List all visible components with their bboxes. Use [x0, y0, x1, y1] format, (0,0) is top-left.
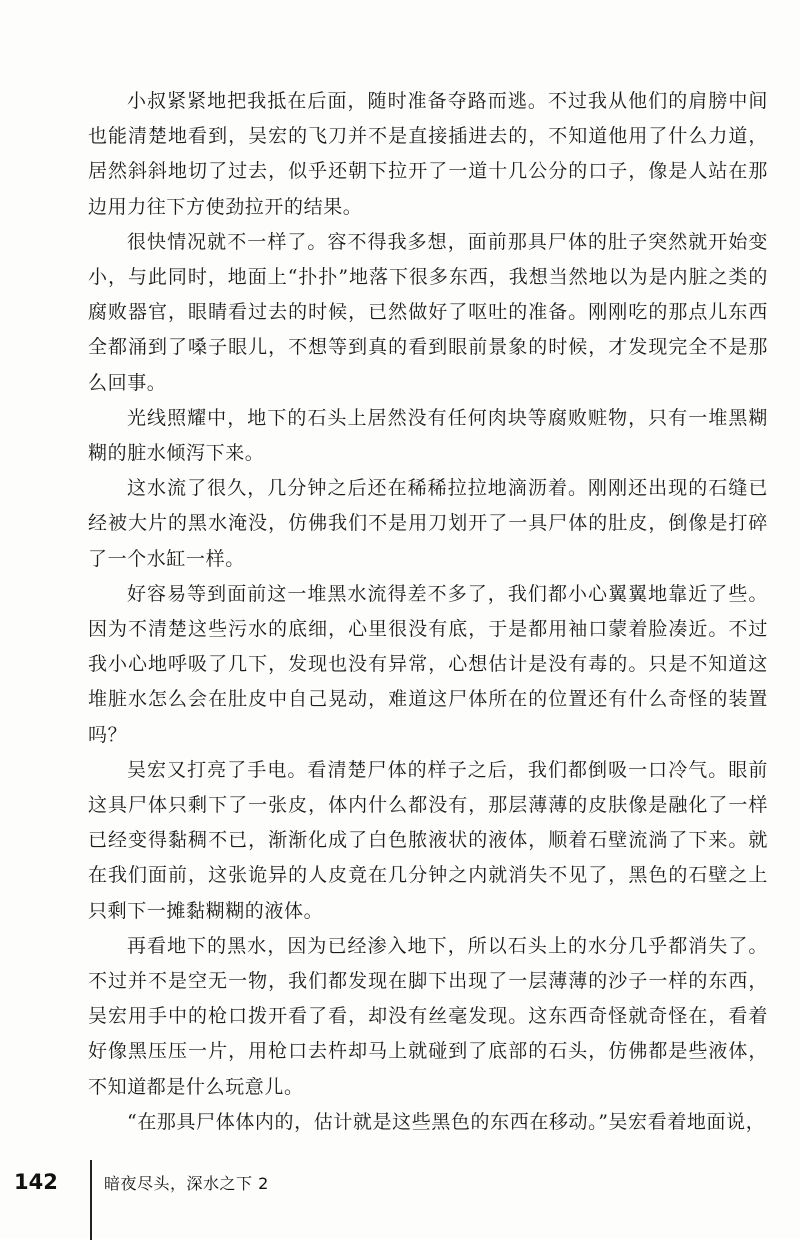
paragraph: 吴宏又打亮了手电。看清楚尸体的样子之后，我们都倒吸一口冷气。眼前这具尸体只剩下了一张皮，体内什么都没有，那层薄薄的皮肤像是融化了一样已经变得黏稠不已，渐渐化成了白色脓液状的液体，顺着石壁流淌了下来。就在我们面前，这张诡异的人皮竟在几分钟之内就消失不见了，黑色的石壁之上只剩下一摊黏糊糊的液体。 — [88, 758, 768, 922]
paragraph: 这水流了很久，几分钟之后还在稀稀拉拉地滴沥着。刚刚还出现的石缝已经被大片的黑水淹没，仿佛我们不是用刀划开了一具尸体的肚皮，倒像是打碎了一个水缸一样。 — [88, 477, 768, 570]
paragraph: “在那具尸体体内的，估计就是这些黑色的东西在移动。”吴宏看着地面说， — [127, 1110, 766, 1133]
body-text — [88, 84, 768, 1140]
footer-divider — [90, 1160, 92, 1240]
paragraph: 好容易等到面前这一堆黑水流得差不多了，我们都小心翼翼地靠近了些。因为不清楚这些污水的底细，心里很没有底，于是都用袖口蒙着脸凑近。不过我小心地呼吸了几下，发现也没有异常，心想估计是没有毒的。只是不知道这堆脏水怎么会在肚皮中自己晃动，难道这尸体所在的位置还有什么奇怪的装置吗？ — [88, 582, 768, 746]
paragraph: 很快情况就不一样了。容不得我多想，面前那具尸体的肚子突然就开始变小，与此同时，地面上“扑扑”地落下很多东西，我想当然地以为是内脏之类的腐败器官，眼睛看过去的时候，已然做好了呕吐的准备。刚刚吃的那点儿东西全都涌到了嗓子眼儿，不想等到真的看到眼前景象的时候，才发现完全不是那么回事。 — [88, 230, 768, 394]
paragraph: 光线照耀中，地下的石头上居然没有任何肉块等腐败赃物，只有一堆黑糊糊的脏水倾泻下来。 — [88, 406, 768, 465]
paragraph: 小叔紧紧地把我抵在后面，随时准备夺路而逃。不过我从他们的肩膀中间也能清楚地看到，吴宏的飞刀并不是直接插进去的，不知道他用了什么力道，居然斜斜地切了过去，似乎还朝下拉开了一道十几公分的口子，像是人站在那边用力往下方使劲拉开的结果。 — [88, 90, 768, 218]
book-title: 暗夜尽头，深水之下 2 — [104, 1174, 269, 1193]
paragraph: 再看地下的黑水，因为已经渗入地下，所以石头上的水分几乎都消失了。不过并不是空无一物，我们都发现在脚下出现了一层薄薄的沙子一样的东西，吴宏用手中的枪口拨开看了看，却没有丝毫发现。这东西奇怪就奇怪在，看着好像黑压压一片，用枪口去杵却马上就碰到了底部的石头，仿佛都是些液体，不知道都是什么玩意儿。 — [88, 934, 768, 1098]
page-number: 142 — [14, 1170, 58, 1194]
page-footer — [0, 1160, 800, 1220]
